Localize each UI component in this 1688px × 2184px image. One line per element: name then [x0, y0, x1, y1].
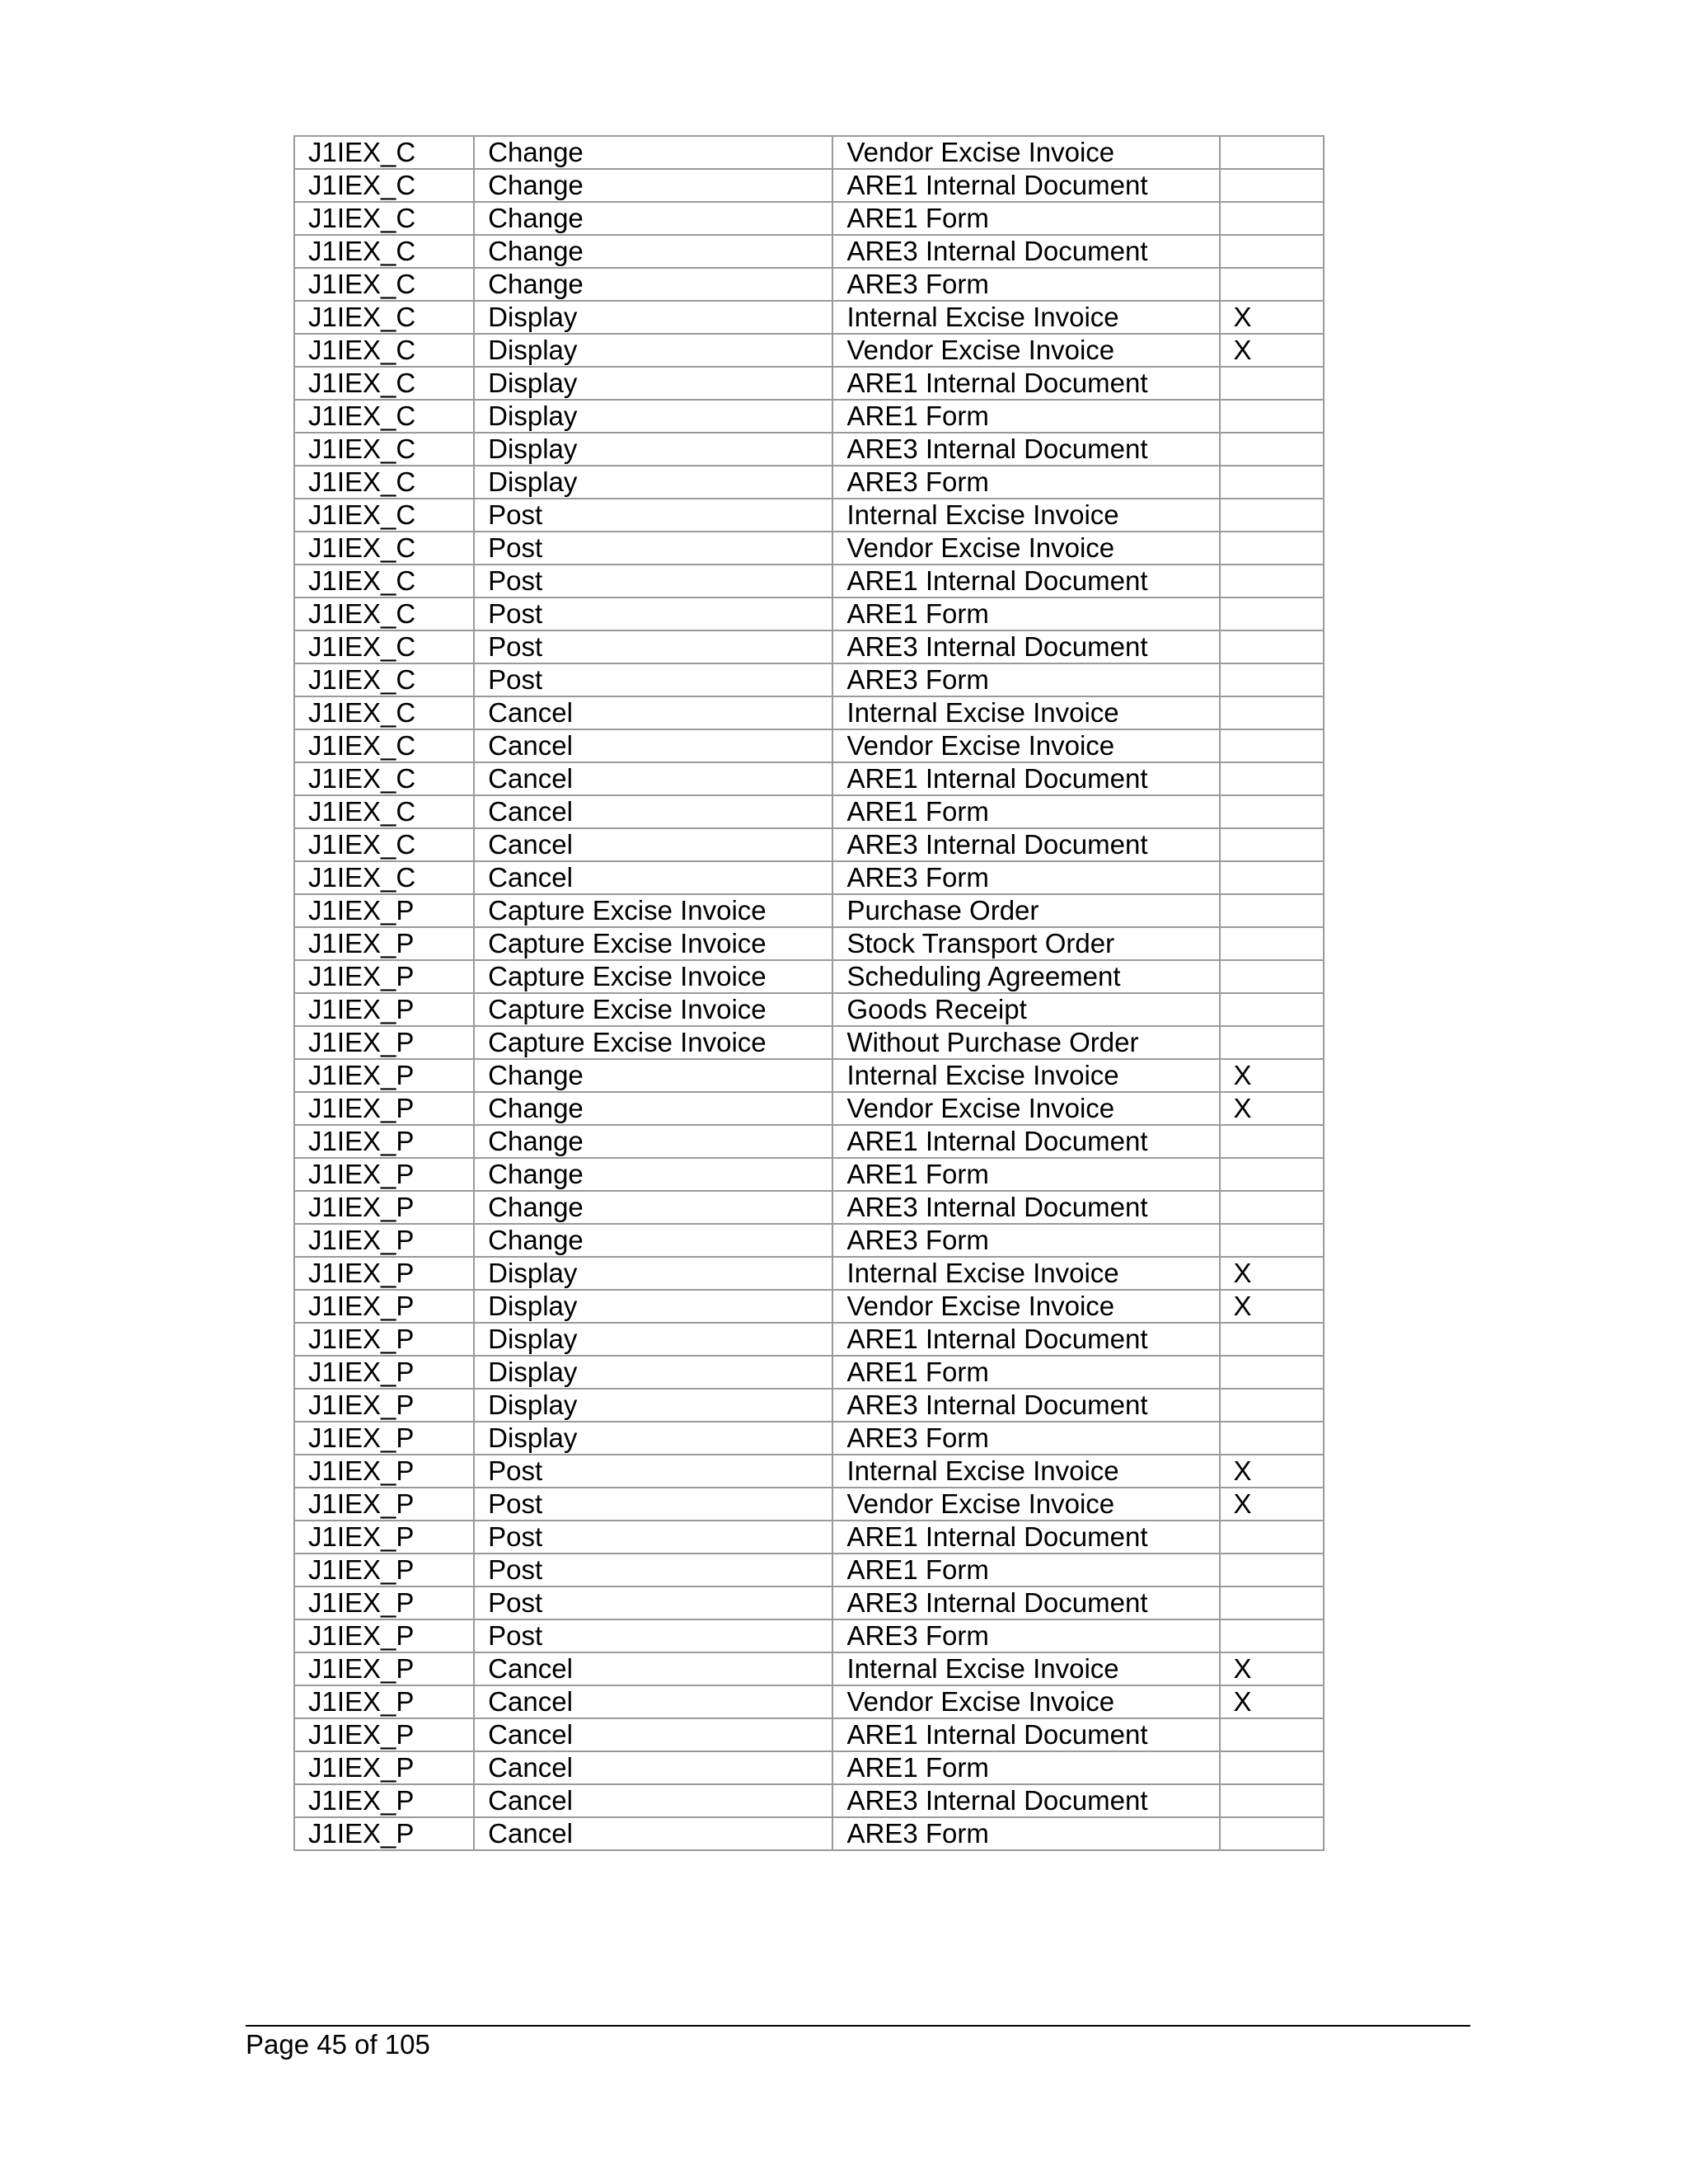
- transaction-code-cell: J1IEX_P: [294, 1224, 474, 1257]
- transaction-code-cell: J1IEX_C: [294, 367, 474, 400]
- flag-cell: [1220, 729, 1325, 762]
- activity-cell: Cancel: [474, 729, 832, 762]
- activity-cell: Cancel: [474, 1784, 832, 1817]
- flag-cell: [1220, 1125, 1325, 1158]
- document-type-cell: Vendor Excise Invoice: [832, 334, 1219, 367]
- activity-cell: Change: [474, 202, 832, 235]
- document-type-cell: ARE3 Internal Document: [832, 1586, 1219, 1619]
- page-number: Page 45 of 105: [246, 2029, 430, 2060]
- table-row: [294, 1026, 1324, 1059]
- activity-cell: Cancel: [474, 828, 832, 861]
- activity-cell: Display: [474, 400, 832, 433]
- flag-cell: [1220, 1191, 1325, 1224]
- document-type-cell: Without Purchase Order: [832, 1026, 1219, 1059]
- table-row: [294, 1586, 1324, 1619]
- flag-cell: [1220, 1586, 1325, 1619]
- activity-cell: Display: [474, 433, 832, 466]
- transaction-code-cell: J1IEX_C: [294, 795, 474, 828]
- document-type-cell: Internal Excise Invoice: [832, 1059, 1219, 1092]
- activity-cell: Cancel: [474, 696, 832, 729]
- transaction-code-cell: J1IEX_P: [294, 1488, 474, 1521]
- transaction-code-cell: J1IEX_C: [294, 235, 474, 268]
- activity-cell: Change: [474, 1125, 832, 1158]
- table-row: [294, 861, 1324, 894]
- flag-cell: [1220, 598, 1325, 630]
- activity-cell: Cancel: [474, 861, 832, 894]
- table-row: [294, 1257, 1324, 1290]
- table-row: [294, 696, 1324, 729]
- activity-cell: Change: [474, 1224, 832, 1257]
- transaction-code-cell: J1IEX_P: [294, 1290, 474, 1323]
- table-row: [294, 1092, 1324, 1125]
- table-row: [294, 334, 1324, 367]
- document-type-cell: ARE3 Form: [832, 268, 1219, 301]
- document-type-cell: ARE1 Internal Document: [832, 1718, 1219, 1751]
- table-row: [294, 1422, 1324, 1455]
- transaction-code-cell: J1IEX_P: [294, 1092, 474, 1125]
- flag-cell: [1220, 1224, 1325, 1257]
- activity-cell: Post: [474, 532, 832, 565]
- transaction-code-cell: J1IEX_P: [294, 1158, 474, 1191]
- table-row: [294, 499, 1324, 532]
- transaction-code-cell: J1IEX_P: [294, 1026, 474, 1059]
- flag-cell: [1220, 1784, 1325, 1817]
- document-type-cell: ARE1 Internal Document: [832, 367, 1219, 400]
- transaction-code-cell: J1IEX_P: [294, 1685, 474, 1718]
- document-type-cell: ARE3 Internal Document: [832, 1784, 1219, 1817]
- table-row: [294, 960, 1324, 993]
- flag-cell: [1220, 367, 1325, 400]
- flag-cell: [1220, 1356, 1325, 1389]
- document-type-cell: ARE1 Form: [832, 1356, 1219, 1389]
- transaction-code-cell: J1IEX_C: [294, 433, 474, 466]
- activity-cell: Post: [474, 630, 832, 663]
- document-type-cell: ARE1 Form: [832, 1751, 1219, 1784]
- footer-divider: [246, 2025, 1470, 2027]
- transaction-code-cell: J1IEX_C: [294, 729, 474, 762]
- flag-cell: [1220, 927, 1325, 960]
- transaction-code-cell: J1IEX_P: [294, 1191, 474, 1224]
- activity-cell: Change: [474, 1059, 832, 1092]
- transaction-code-cell: J1IEX_P: [294, 1586, 474, 1619]
- flag-cell: [1220, 235, 1325, 268]
- flag-cell: [1220, 630, 1325, 663]
- document-type-cell: ARE3 Form: [832, 1619, 1219, 1652]
- transaction-code-cell: J1IEX_P: [294, 1521, 474, 1554]
- activity-cell: Post: [474, 1586, 832, 1619]
- document-type-cell: ARE1 Internal Document: [832, 1125, 1219, 1158]
- document-type-cell: Internal Excise Invoice: [832, 301, 1219, 334]
- activity-cell: Post: [474, 1554, 832, 1586]
- table-row: [294, 1323, 1324, 1356]
- flag-cell: [1220, 1422, 1325, 1455]
- table-row: [294, 268, 1324, 301]
- flag-cell: X: [1220, 1455, 1325, 1488]
- flag-cell: [1220, 828, 1325, 861]
- transaction-code-cell: J1IEX_C: [294, 598, 474, 630]
- flag-cell: X: [1220, 1488, 1325, 1521]
- table-row: [294, 1059, 1324, 1092]
- document-type-cell: ARE1 Form: [832, 202, 1219, 235]
- table-row: [294, 202, 1324, 235]
- flag-cell: [1220, 433, 1325, 466]
- transaction-code-cell: J1IEX_P: [294, 960, 474, 993]
- flag-cell: [1220, 663, 1325, 696]
- activity-cell: Cancel: [474, 1685, 832, 1718]
- transaction-code-cell: J1IEX_P: [294, 1059, 474, 1092]
- activity-cell: Capture Excise Invoice: [474, 927, 832, 960]
- flag-cell: X: [1220, 1059, 1325, 1092]
- table-row: [294, 1521, 1324, 1554]
- document-type-cell: ARE1 Form: [832, 400, 1219, 433]
- document-type-cell: Goods Receipt: [832, 993, 1219, 1026]
- authorization-table: [293, 135, 1325, 1851]
- flag-cell: [1220, 466, 1325, 499]
- activity-cell: Cancel: [474, 1718, 832, 1751]
- table-row: [294, 1685, 1324, 1718]
- flag-cell: [1220, 762, 1325, 795]
- document-type-cell: ARE3 Internal Document: [832, 433, 1219, 466]
- table-row: [294, 1751, 1324, 1784]
- table-row: [294, 235, 1324, 268]
- flag-cell: X: [1220, 1652, 1325, 1685]
- activity-cell: Display: [474, 1290, 832, 1323]
- table-row: [294, 1455, 1324, 1488]
- activity-cell: Cancel: [474, 1817, 832, 1850]
- document-type-cell: ARE1 Form: [832, 795, 1219, 828]
- transaction-code-cell: J1IEX_C: [294, 136, 474, 169]
- flag-cell: [1220, 1751, 1325, 1784]
- document-type-cell: Internal Excise Invoice: [832, 499, 1219, 532]
- flag-cell: [1220, 268, 1325, 301]
- document-type-cell: Stock Transport Order: [832, 927, 1219, 960]
- transaction-code-cell: J1IEX_C: [294, 202, 474, 235]
- flag-cell: [1220, 1158, 1325, 1191]
- transaction-code-cell: J1IEX_P: [294, 1652, 474, 1685]
- document-type-cell: ARE1 Form: [832, 598, 1219, 630]
- flag-cell: X: [1220, 1685, 1325, 1718]
- table-row: [294, 1389, 1324, 1422]
- activity-cell: Change: [474, 169, 832, 202]
- table-row: [294, 136, 1324, 169]
- document-type-cell: Internal Excise Invoice: [832, 696, 1219, 729]
- transaction-code-cell: J1IEX_P: [294, 1125, 474, 1158]
- table-row: [294, 1554, 1324, 1586]
- flag-cell: [1220, 894, 1325, 927]
- transaction-code-cell: J1IEX_P: [294, 1422, 474, 1455]
- flag-cell: [1220, 532, 1325, 565]
- document-type-cell: Vendor Excise Invoice: [832, 1092, 1219, 1125]
- document-type-cell: Scheduling Agreement: [832, 960, 1219, 993]
- transaction-code-cell: J1IEX_C: [294, 630, 474, 663]
- activity-cell: Change: [474, 136, 832, 169]
- flag-cell: X: [1220, 1092, 1325, 1125]
- document-type-cell: ARE3 Internal Document: [832, 630, 1219, 663]
- transaction-code-cell: J1IEX_C: [294, 334, 474, 367]
- transaction-code-cell: J1IEX_P: [294, 1323, 474, 1356]
- document-type-cell: ARE1 Form: [832, 1158, 1219, 1191]
- flag-cell: [1220, 400, 1325, 433]
- table-row: [294, 993, 1324, 1026]
- transaction-code-cell: J1IEX_C: [294, 169, 474, 202]
- activity-cell: Capture Excise Invoice: [474, 894, 832, 927]
- activity-cell: Post: [474, 1521, 832, 1554]
- flag-cell: X: [1220, 334, 1325, 367]
- document-type-cell: Internal Excise Invoice: [832, 1652, 1219, 1685]
- transaction-code-cell: J1IEX_C: [294, 466, 474, 499]
- document-type-cell: Vendor Excise Invoice: [832, 1290, 1219, 1323]
- document-type-cell: ARE1 Internal Document: [832, 169, 1219, 202]
- table-row: [294, 532, 1324, 565]
- table-row: [294, 762, 1324, 795]
- transaction-code-cell: J1IEX_C: [294, 499, 474, 532]
- transaction-code-cell: J1IEX_P: [294, 993, 474, 1026]
- document-type-cell: ARE1 Form: [832, 1554, 1219, 1586]
- table-row: [294, 565, 1324, 598]
- transaction-code-cell: J1IEX_C: [294, 268, 474, 301]
- transaction-code-cell: J1IEX_P: [294, 1619, 474, 1652]
- activity-cell: Display: [474, 1257, 832, 1290]
- flag-cell: [1220, 565, 1325, 598]
- activity-cell: Display: [474, 1422, 832, 1455]
- activity-cell: Post: [474, 1619, 832, 1652]
- document-type-cell: ARE3 Internal Document: [832, 828, 1219, 861]
- table-row: [294, 795, 1324, 828]
- activity-cell: Display: [474, 367, 832, 400]
- document-type-cell: ARE3 Form: [832, 861, 1219, 894]
- flag-cell: [1220, 1389, 1325, 1422]
- document-type-cell: Vendor Excise Invoice: [832, 136, 1219, 169]
- transaction-code-cell: J1IEX_C: [294, 532, 474, 565]
- flag-cell: [1220, 499, 1325, 532]
- activity-cell: Change: [474, 235, 832, 268]
- document-type-cell: Vendor Excise Invoice: [832, 1685, 1219, 1718]
- document-type-cell: Internal Excise Invoice: [832, 1257, 1219, 1290]
- transaction-code-cell: J1IEX_P: [294, 1257, 474, 1290]
- transaction-code-cell: J1IEX_P: [294, 1389, 474, 1422]
- activity-cell: Post: [474, 1455, 832, 1488]
- document-type-cell: ARE3 Internal Document: [832, 1389, 1219, 1422]
- flag-cell: X: [1220, 1290, 1325, 1323]
- table-row: [294, 1488, 1324, 1521]
- transaction-code-cell: J1IEX_C: [294, 696, 474, 729]
- flag-cell: [1220, 1619, 1325, 1652]
- document-type-cell: Internal Excise Invoice: [832, 1455, 1219, 1488]
- activity-cell: Display: [474, 466, 832, 499]
- transaction-code-cell: J1IEX_C: [294, 828, 474, 861]
- transaction-code-cell: J1IEX_P: [294, 1817, 474, 1850]
- flag-cell: [1220, 1323, 1325, 1356]
- transaction-code-cell: J1IEX_P: [294, 1356, 474, 1389]
- table-row: [294, 1619, 1324, 1652]
- transaction-code-cell: J1IEX_P: [294, 1718, 474, 1751]
- flag-cell: [1220, 861, 1325, 894]
- table-row: [294, 1784, 1324, 1817]
- activity-cell: Cancel: [474, 1652, 832, 1685]
- document-type-cell: ARE1 Internal Document: [832, 1521, 1219, 1554]
- activity-cell: Change: [474, 1191, 832, 1224]
- table-row: [294, 400, 1324, 433]
- document-type-cell: ARE3 Form: [832, 1422, 1219, 1455]
- table-row: [294, 598, 1324, 630]
- flag-cell: [1220, 1718, 1325, 1751]
- activity-cell: Display: [474, 1323, 832, 1356]
- activity-cell: Capture Excise Invoice: [474, 960, 832, 993]
- activity-cell: Cancel: [474, 795, 832, 828]
- flag-cell: [1220, 1554, 1325, 1586]
- table-row: [294, 828, 1324, 861]
- transaction-code-cell: J1IEX_C: [294, 762, 474, 795]
- table-row: [294, 927, 1324, 960]
- table-row: [294, 1158, 1324, 1191]
- activity-cell: Post: [474, 663, 832, 696]
- transaction-code-cell: J1IEX_P: [294, 1784, 474, 1817]
- flag-cell: [1220, 795, 1325, 828]
- table-row: [294, 1125, 1324, 1158]
- activity-cell: Post: [474, 1488, 832, 1521]
- transaction-code-cell: J1IEX_C: [294, 663, 474, 696]
- table-row: [294, 1718, 1324, 1751]
- activity-cell: Change: [474, 1158, 832, 1191]
- flag-cell: [1220, 1521, 1325, 1554]
- transaction-code-cell: J1IEX_P: [294, 1455, 474, 1488]
- document-type-cell: ARE1 Internal Document: [832, 762, 1219, 795]
- document-type-cell: ARE3 Form: [832, 663, 1219, 696]
- document-type-cell: ARE1 Internal Document: [832, 1323, 1219, 1356]
- table-row: [294, 1817, 1324, 1850]
- transaction-code-cell: J1IEX_P: [294, 1751, 474, 1784]
- transaction-code-cell: J1IEX_C: [294, 565, 474, 598]
- table-row: [294, 1290, 1324, 1323]
- table-row: [294, 729, 1324, 762]
- flag-cell: X: [1220, 1257, 1325, 1290]
- activity-cell: Display: [474, 334, 832, 367]
- document-type-cell: ARE3 Form: [832, 1817, 1219, 1850]
- table-row: [294, 630, 1324, 663]
- document-type-cell: Vendor Excise Invoice: [832, 532, 1219, 565]
- flag-cell: [1220, 202, 1325, 235]
- document-type-cell: ARE3 Internal Document: [832, 1191, 1219, 1224]
- flag-cell: [1220, 993, 1325, 1026]
- transaction-code-cell: J1IEX_P: [294, 894, 474, 927]
- activity-cell: Capture Excise Invoice: [474, 1026, 832, 1059]
- activity-cell: Capture Excise Invoice: [474, 993, 832, 1026]
- table-row: [294, 1356, 1324, 1389]
- table-row: [294, 169, 1324, 202]
- transaction-code-cell: J1IEX_P: [294, 1554, 474, 1586]
- activity-cell: Cancel: [474, 762, 832, 795]
- flag-cell: X: [1220, 301, 1325, 334]
- table-row: [294, 1191, 1324, 1224]
- activity-cell: Change: [474, 268, 832, 301]
- document-type-cell: Vendor Excise Invoice: [832, 729, 1219, 762]
- flag-cell: [1220, 136, 1325, 169]
- flag-cell: [1220, 169, 1325, 202]
- activity-cell: Display: [474, 1389, 832, 1422]
- document-type-cell: ARE1 Internal Document: [832, 565, 1219, 598]
- transaction-code-cell: J1IEX_C: [294, 301, 474, 334]
- document-type-cell: ARE3 Form: [832, 466, 1219, 499]
- table-row: [294, 466, 1324, 499]
- activity-cell: Post: [474, 598, 832, 630]
- table-row: [294, 1224, 1324, 1257]
- activity-cell: Cancel: [474, 1751, 832, 1784]
- table-body: [294, 136, 1324, 1850]
- activity-cell: Post: [474, 499, 832, 532]
- flag-cell: [1220, 1817, 1325, 1850]
- flag-cell: [1220, 1026, 1325, 1059]
- activity-cell: Post: [474, 565, 832, 598]
- table-row: [294, 894, 1324, 927]
- document-type-cell: ARE3 Form: [832, 1224, 1219, 1257]
- table-row: [294, 301, 1324, 334]
- table-row: [294, 663, 1324, 696]
- table-row: [294, 433, 1324, 466]
- table-row: [294, 367, 1324, 400]
- transaction-code-cell: J1IEX_C: [294, 400, 474, 433]
- transaction-code-cell: J1IEX_P: [294, 927, 474, 960]
- document-type-cell: ARE3 Internal Document: [832, 235, 1219, 268]
- activity-cell: Display: [474, 1356, 832, 1389]
- flag-cell: [1220, 960, 1325, 993]
- document-type-cell: Purchase Order: [832, 894, 1219, 927]
- table-row: [294, 1652, 1324, 1685]
- document-type-cell: Vendor Excise Invoice: [832, 1488, 1219, 1521]
- activity-cell: Display: [474, 301, 832, 334]
- flag-cell: [1220, 696, 1325, 729]
- activity-cell: Change: [474, 1092, 832, 1125]
- transaction-code-cell: J1IEX_C: [294, 861, 474, 894]
